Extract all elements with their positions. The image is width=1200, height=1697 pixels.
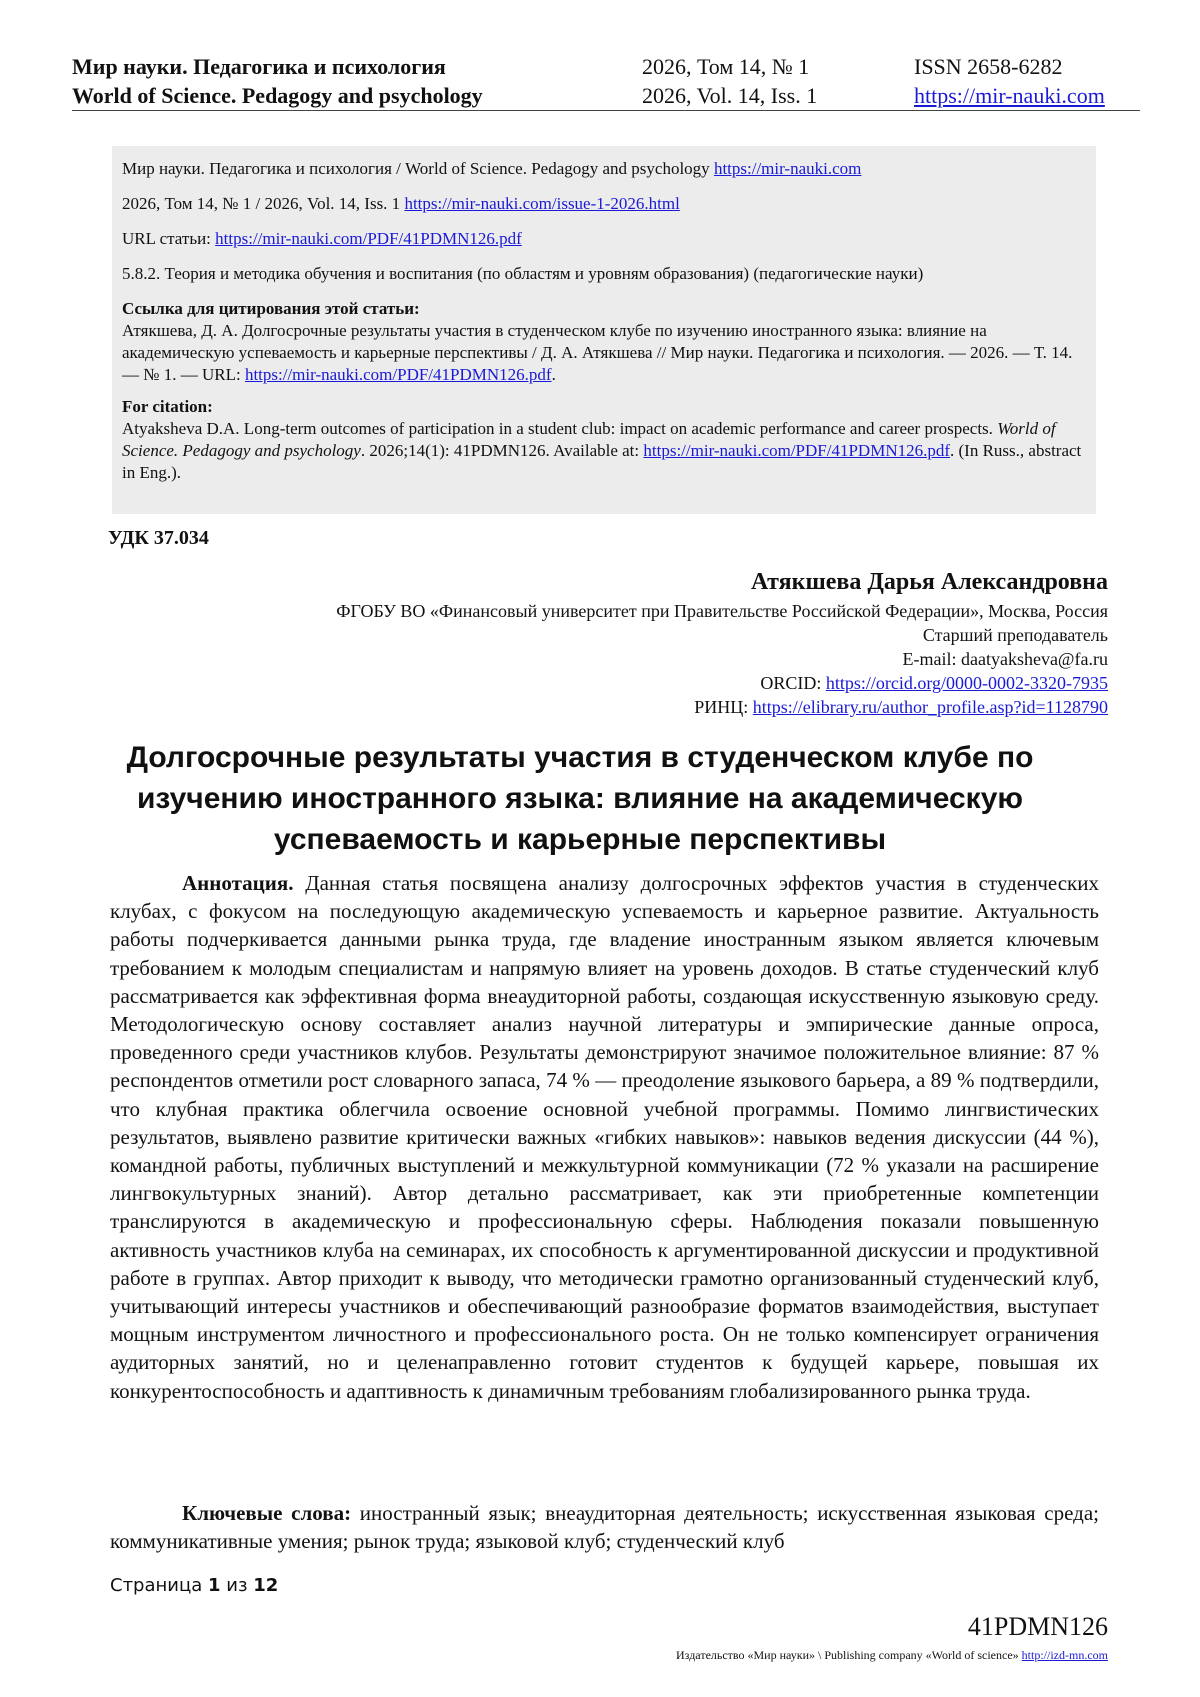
citation-ru-link[interactable]: https://mir-nauki.com/PDF/41PDMN126.pdf <box>244 365 552 384</box>
article-info-box <box>112 146 1096 514</box>
page-prefix: Страница <box>110 1575 203 1596</box>
info-issue-link[interactable]: https://mir-nauki.com/issue-1-2026.html <box>404 194 680 213</box>
info-journal-text: Мир науки. Педагогика и психология / World of Science. Pedagogy and psychology <box>122 159 710 178</box>
journal-name-en: World of Science. Pedagogy and psychology <box>72 83 483 108</box>
publisher-line <box>676 1648 1108 1663</box>
info-journal-link[interactable]: https://mir-nauki.com <box>713 159 862 178</box>
citation-en-text1: Atyaksheva D.A. Long-term outcomes of participation in a student club: impact on academic performance and career prospects. <box>122 419 993 438</box>
info-journal-line <box>122 158 1086 180</box>
rinc-label: РИНЦ: <box>694 697 749 717</box>
citation-en-text2: . 2026;14(1): 41PDMN126. Available at: <box>360 441 640 460</box>
issn: ISSN 2658-6282 <box>914 54 1063 79</box>
site-link[interactable]: https://mir-nauki.com <box>914 83 1105 108</box>
issue-en: 2026, Vol. 14, Iss. 1 <box>642 83 818 108</box>
header-divider <box>72 110 1140 111</box>
info-issue-line <box>122 193 1086 215</box>
info-issue-text: 2026, Том 14, № 1 / 2026, Vol. 14, Iss. 1 <box>122 194 401 213</box>
citation-ru <box>122 298 1086 386</box>
article-title: Долгосрочные результаты участия в студенческом клубе по изучению иностранного языка: влияние на академическую успеваемость и карьерные перспективы <box>126 741 1034 856</box>
citation-ru-text: Атякшева, Д. А. Долгосрочные результаты участия в студенческом клубе по изучению иностранного языка: влияние на академическую успеваемость и карьерные перспективы / Д. А. Атякшева // Мир науки. Педагогика и психология. — 2026. — Т. 14. — № 1. — URL: <box>122 321 1073 384</box>
citation-en-link[interactable]: https://mir-nauki.com/PDF/41PDMN126.pdf <box>643 441 951 460</box>
citation-en-journal: World of Science. Pedagogy and psychology <box>122 419 1056 460</box>
author-email: E-mail: daatyaksheva@fa.ru <box>902 649 1108 669</box>
author-rinc <box>108 695 1108 719</box>
publisher-text: Издательство «Мир науки» \ Publishing company «World of science» <box>676 1648 1019 1662</box>
abstract-text: Данная статья посвящена анализу долгосрочных эффектов участия в студенческих клубах, с фокусом на последующую академическую успеваемость и карьерное развитие. Актуальность работы подчеркивается данными рынка труда, где владение иностранным языком является ключевым требованием к молодым специалистам и напрямую влияет на уровень доходов. В статье студенческий клуб рассматривается как эффективная форма внеаудиторной работы, создающая искусственную языковую среду. Методологическую основу составляет анализ научной литературы и эмпирические данные опроса, проведенного среди участников клубов. Результаты демонстрируют значимое положительное влияние: 87 % респондентов отметили рост словарного запаса, 74 % — преодоление языкового барьера, а 89 % подтвердили, что клубная практика облегчила освоение основной учебной программы. Помимо лингвистических результатов, выявлено развитие критически важных «гибких навыков»: навыков ведения дискуссии (44 %), командной работы, публичных выступлений и межкультурной коммуникации (72 % указали на расширение лингвокультурных знаний). Автор детально рассматривает, как эти приобретенные компетенции транслируются в академическую и профессиональную сферы. Наблюдения показали повышенную активность участников клуба на семинарах, их способность к аргументированной дискуссии и продуктивной работе в группах. Автор приходит к выводу, что методически грамотно организованный студенческий клуб, учитывающий интересы участников и обеспечивающий разнообразие форматов взаимодействия, выступает мощным инструментом личностного и профессионального роста. Он не только компенсирует ограничения аудиторных занятий, но и целенаправленно готовит студентов к будущей карьере, повышая их конкурентоспособность и адаптивность к динамичным требованиям глобализированного рынка труда. <box>110 871 1099 1403</box>
info-url-label: URL статьи: <box>122 229 211 248</box>
author-name: Атякшева Дарья Александровна <box>751 569 1108 595</box>
journal-name-ru: Мир науки. Педагогика и психология <box>72 54 446 79</box>
author-block <box>108 567 1108 719</box>
issn-block <box>914 52 1105 110</box>
udk-code: УДК 37.034 <box>108 527 209 549</box>
abstract <box>110 869 1099 1405</box>
citation-ru-end: . <box>551 365 556 384</box>
publisher-link[interactable]: http://izd-mn.com <box>1021 1648 1108 1662</box>
citation-ru-heading: Ссылка для цитирования этой статьи: <box>122 299 420 318</box>
author-position: Старший преподаватель <box>922 625 1108 645</box>
page-total: 12 <box>253 1575 279 1596</box>
author-affiliation: ФГОБУ ВО «Финансовый университет при Правительстве Российской Федерации», Москва, Россия <box>336 601 1108 621</box>
info-url-link[interactable]: https://mir-nauki.com/PDF/41PDMN126.pdf <box>215 229 522 248</box>
info-specialty: 5.8.2. Теория и методика обучения и воспитания (по областям и уровням образования) (педагогические науки) <box>122 264 924 283</box>
citation-en <box>122 396 1086 484</box>
info-url-line <box>122 228 1086 250</box>
rinc-link[interactable]: https://elibrary.ru/author_profile.asp?id=1128790 <box>752 697 1108 717</box>
citation-en-heading: For citation: <box>122 397 213 416</box>
keywords <box>110 1499 1099 1555</box>
keywords-text: иностранный язык; внеаудиторная деятельность; искусственная языковая среда; коммуникативные умения; рынок труда; языковой клуб; студенческий клуб <box>110 1501 1099 1553</box>
orcid-label: ORCID: <box>760 673 822 693</box>
orcid-link[interactable]: https://orcid.org/0000-0002-3320-7935 <box>825 673 1108 693</box>
journal-name <box>72 52 483 110</box>
page-current: 1 <box>208 1575 221 1596</box>
issue-ru: 2026, Том 14, № 1 <box>642 54 810 79</box>
page-separator: из <box>226 1575 248 1596</box>
issue-info <box>642 52 817 110</box>
article-code: 41PDMN126 <box>967 1612 1108 1641</box>
page-header <box>72 52 1140 110</box>
author-orcid <box>108 671 1108 695</box>
abstract-label: Аннотация. <box>182 871 294 895</box>
keywords-label: Ключевые слова: <box>182 1501 352 1525</box>
page-number <box>110 1575 278 1596</box>
citation-en-end: . (In Russ., abstract in Eng.). <box>122 441 1082 482</box>
